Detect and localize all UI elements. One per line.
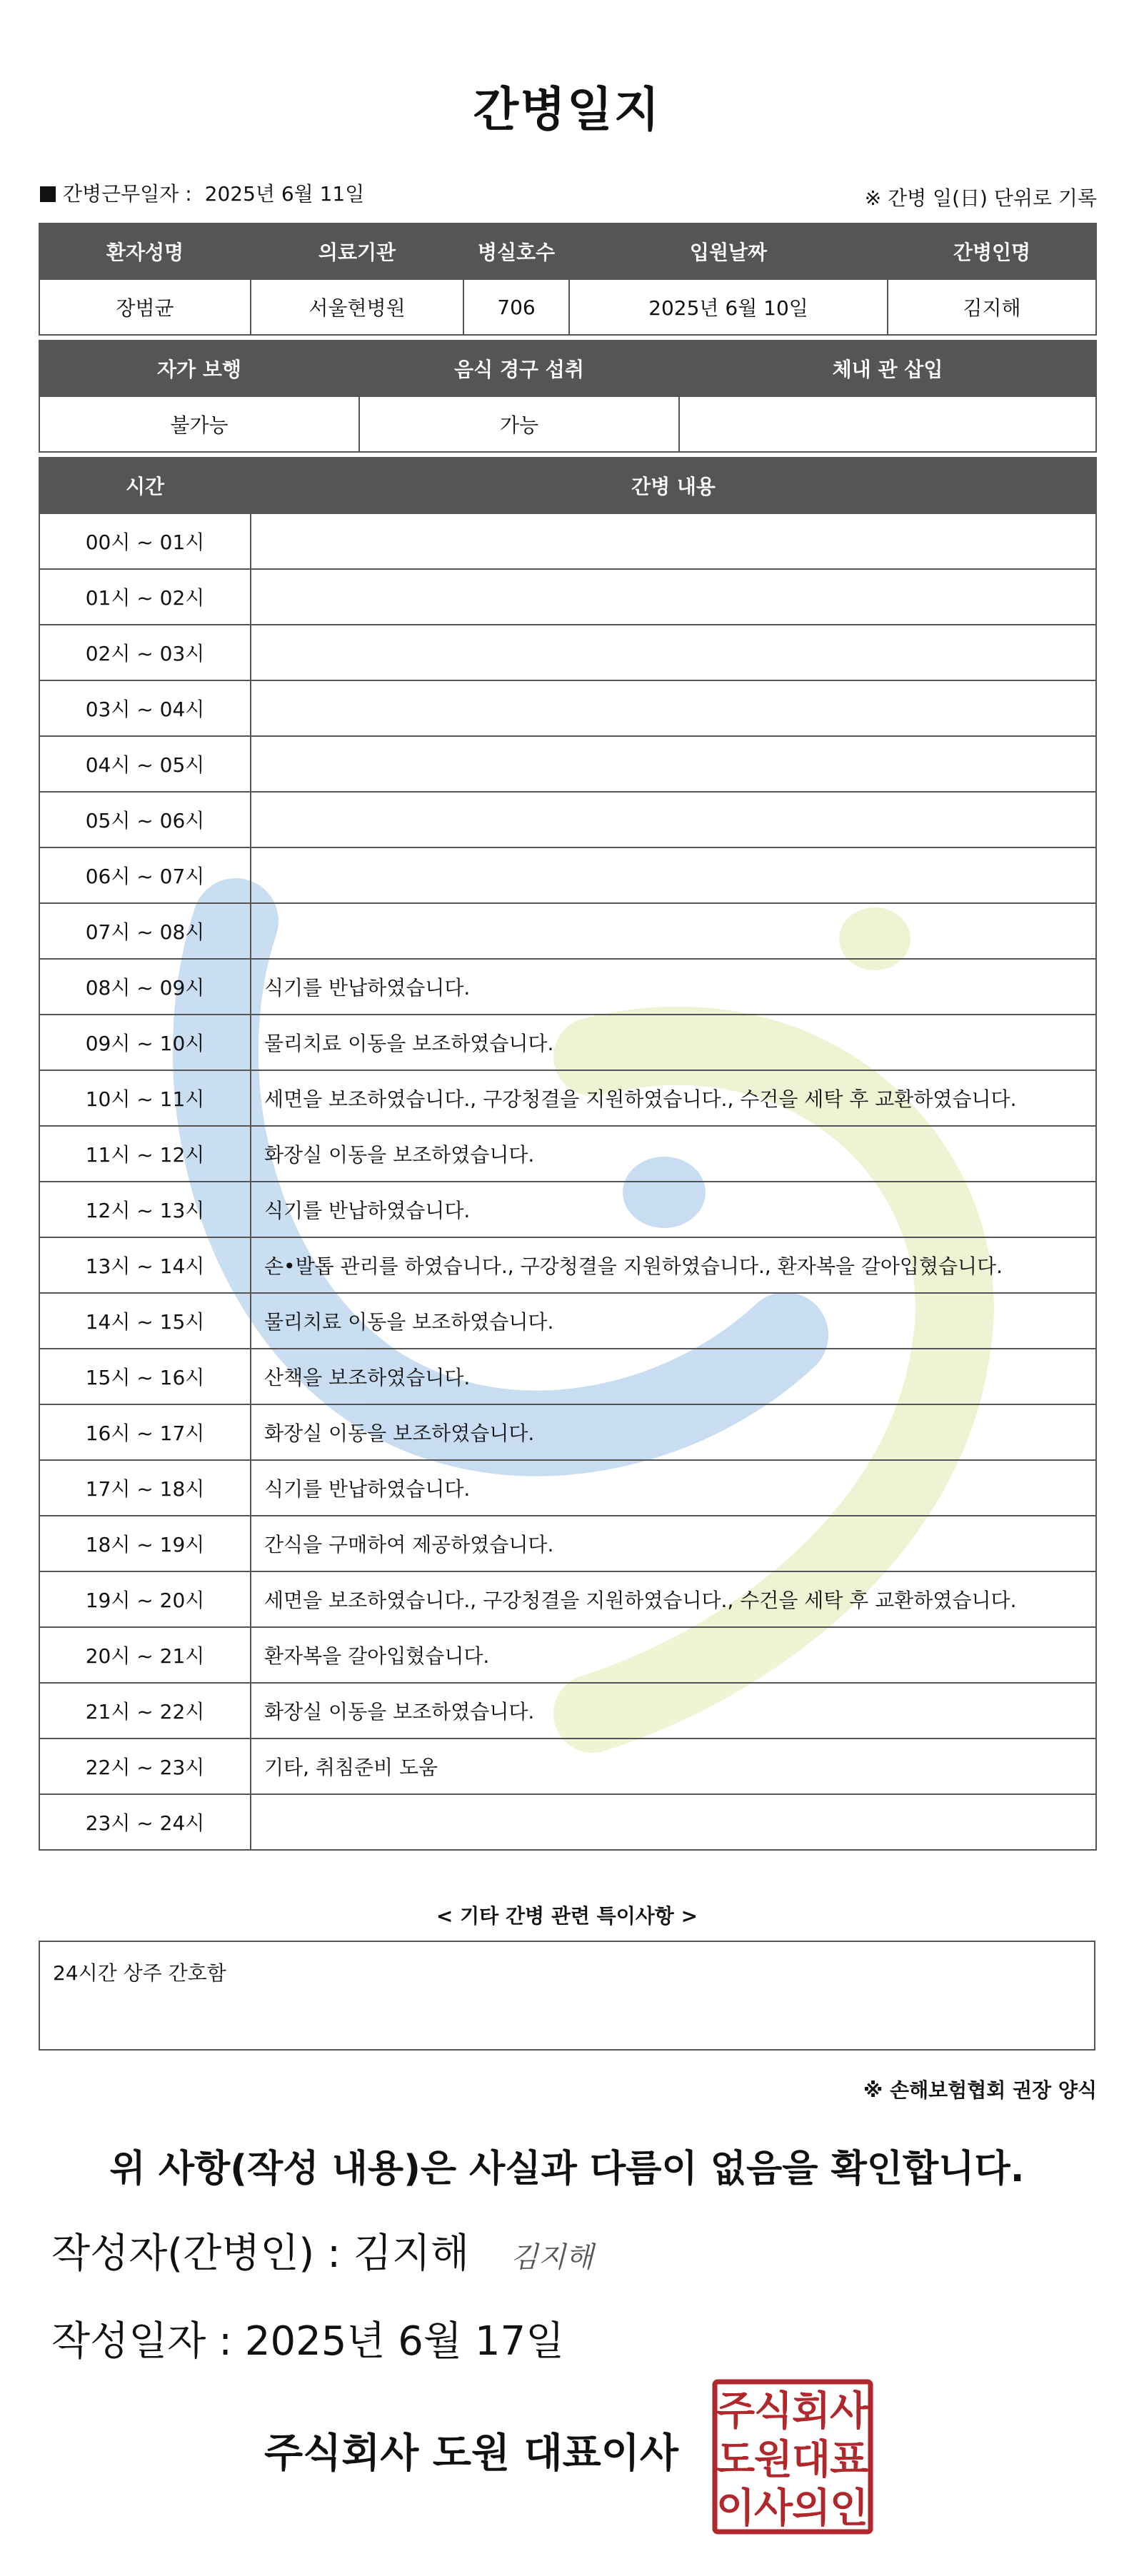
value-caregiver: 김지해 (888, 279, 1096, 335)
log-content-cell: 식기를 반납하였습니다. (251, 1182, 1096, 1237)
table-row (39, 625, 1096, 680)
special-notes-content: 24시간 상주 간호함 (53, 1961, 226, 1985)
patient-info-table (39, 223, 1097, 336)
table-row (39, 1516, 1096, 1571)
writer-line (51, 2222, 593, 2279)
log-time-cell: 09시 ~ 10시 (39, 1015, 251, 1070)
value-tube-insertion (679, 396, 1096, 452)
written-date-value: 2025년 6월 17일 (244, 2318, 565, 2365)
log-content-cell (251, 513, 1096, 569)
company-representative: 주식회사 도원 대표이사 (264, 2430, 678, 2477)
stamp-character: 사 (753, 2485, 793, 2532)
log-time-cell: 20시 ~ 21시 (39, 1627, 251, 1683)
patient-header-row (39, 223, 1096, 279)
unit-note: ※ 간병 일(日) 단위로 기록 (864, 186, 1097, 210)
log-time-cell: 05시 ~ 06시 (39, 792, 251, 847)
log-content-cell: 식기를 반납하였습니다. (251, 1460, 1096, 1516)
special-notes-title: < 기타 간병 관련 특이사항 > (436, 1904, 698, 1928)
stamp-character: 의 (791, 2485, 831, 2532)
log-content-cell (251, 569, 1096, 625)
log-time-cell: 14시 ~ 15시 (39, 1293, 251, 1349)
special-notes-box (39, 1941, 1095, 2051)
log-content-cell (251, 625, 1096, 680)
log-time-cell: 17시 ~ 18시 (39, 1460, 251, 1516)
work-date-line (40, 178, 364, 207)
value-room: 706 (463, 279, 569, 335)
log-time-cell: 02시 ~ 03시 (39, 625, 251, 680)
stamp-character: 인 (829, 2485, 869, 2532)
log-time-cell: 12시 ~ 13시 (39, 1182, 251, 1237)
written-date-line (51, 2310, 564, 2367)
log-body (39, 513, 1096, 1850)
log-content-cell (251, 680, 1096, 736)
log-time-cell: 23시 ~ 24시 (39, 1794, 251, 1850)
table-row (39, 1627, 1096, 1683)
log-time-cell: 01시 ~ 02시 (39, 569, 251, 625)
header-care-content: 간병 내용 (251, 458, 1096, 513)
stamp-character: 도 (716, 2437, 756, 2483)
stamp-character: 회 (791, 2388, 831, 2435)
table-row (39, 959, 1096, 1015)
log-content-cell: 환자복을 갈아입혔습니다. (251, 1627, 1096, 1683)
log-content-cell (251, 736, 1096, 792)
stamp-character: 대 (791, 2437, 831, 2483)
log-content-cell: 기타, 취침준비 도움 (251, 1739, 1096, 1794)
hourly-care-log-table (39, 457, 1097, 1851)
table-row (39, 792, 1096, 847)
writer-name: 김지해 (353, 2230, 470, 2277)
log-header-row (39, 458, 1096, 513)
writer-signature: 김지해 (510, 2241, 593, 2274)
table-row (39, 847, 1096, 903)
log-time-cell: 07시 ~ 08시 (39, 903, 251, 959)
status-value-row (39, 396, 1096, 452)
log-content-cell: 손•발톱 관리를 하였습니다., 구강청결을 지원하였습니다., 환자복을 갈아입혔습니다. (251, 1237, 1096, 1293)
log-time-cell: 04시 ~ 05시 (39, 736, 251, 792)
writer-label: 작성자(간병인) : (51, 2230, 341, 2277)
log-content-cell (251, 903, 1096, 959)
table-row (39, 903, 1096, 959)
log-time-cell: 13시 ~ 14시 (39, 1237, 251, 1293)
table-row (39, 1349, 1096, 1404)
table-row (39, 1571, 1096, 1627)
value-patient-name: 장범균 (39, 279, 251, 335)
table-row (39, 736, 1096, 792)
square-bullet-icon (40, 186, 56, 202)
table-row (39, 680, 1096, 736)
confirmation-statement: 위 사항(작성 내용)은 사실과 다름이 없음을 확인합니다. (109, 2148, 1025, 2190)
header-tube-insertion: 체내 관 삽입 (679, 341, 1096, 396)
header-admission-date: 입원날짜 (569, 223, 888, 279)
recommend-note: ※ 손해보험협회 권장 양식 (863, 2078, 1097, 2102)
header-patient-name: 환자성명 (39, 223, 251, 279)
table-row (39, 513, 1096, 569)
stamp-character: 표 (829, 2437, 869, 2483)
header-hospital: 의료기관 (251, 223, 463, 279)
log-time-cell: 19시 ~ 20시 (39, 1571, 251, 1627)
log-content-cell: 물리치료 이동을 보조하였습니다. (251, 1293, 1096, 1349)
log-content-cell: 화장실 이동을 보조하였습니다. (251, 1404, 1096, 1460)
value-self-walking: 불가능 (39, 396, 359, 452)
header-time: 시간 (39, 458, 251, 513)
stamp-character: 원 (753, 2437, 793, 2483)
stamp-character: 이 (716, 2485, 756, 2532)
log-time-cell: 08시 ~ 09시 (39, 959, 251, 1015)
log-time-cell: 10시 ~ 11시 (39, 1070, 251, 1126)
work-date-label: 간병근무일자 : (63, 182, 192, 206)
table-row (39, 1293, 1096, 1349)
table-row (39, 1015, 1096, 1070)
table-row (39, 569, 1096, 625)
log-time-cell: 18시 ~ 19시 (39, 1516, 251, 1571)
log-time-cell: 16시 ~ 17시 (39, 1404, 251, 1460)
header-room: 병실호수 (463, 223, 569, 279)
table-row (39, 1237, 1096, 1293)
log-content-cell (251, 847, 1096, 903)
written-date-label: 작성일자 : (51, 2318, 233, 2365)
log-content-cell: 간식을 구매하여 제공하였습니다. (251, 1516, 1096, 1571)
log-time-cell: 22시 ~ 23시 (39, 1739, 251, 1794)
stamp-character: 식 (753, 2388, 793, 2435)
log-time-cell: 21시 ~ 22시 (39, 1683, 251, 1739)
value-oral-intake: 가능 (359, 396, 679, 452)
log-time-cell: 11시 ~ 12시 (39, 1126, 251, 1182)
log-content-cell (251, 1794, 1096, 1850)
table-row (39, 1739, 1096, 1794)
log-content-cell: 세면을 보조하였습니다., 구강청결을 지원하였습니다., 수건을 세탁 후 교환하였습니다. (251, 1571, 1096, 1627)
header-caregiver: 간병인명 (888, 223, 1096, 279)
table-row (39, 1683, 1096, 1739)
log-content-cell: 식기를 반납하였습니다. (251, 959, 1096, 1015)
table-row (39, 1182, 1096, 1237)
work-date-value: 2025년 6월 11일 (204, 182, 365, 206)
patient-value-row (39, 279, 1096, 335)
log-content-cell: 화장실 이동을 보조하였습니다. (251, 1683, 1096, 1739)
log-content-cell: 산책을 보조하였습니다. (251, 1349, 1096, 1404)
table-row (39, 1070, 1096, 1126)
company-seal-stamp (711, 2378, 875, 2536)
stamp-character: 사 (829, 2388, 869, 2435)
log-content-cell: 물리치료 이동을 보조하였습니다. (251, 1015, 1096, 1070)
log-content-cell: 화장실 이동을 보조하였습니다. (251, 1126, 1096, 1182)
patient-status-table (39, 340, 1097, 453)
value-admission-date: 2025년 6월 10일 (569, 279, 888, 335)
log-time-cell: 03시 ~ 04시 (39, 680, 251, 736)
log-time-cell: 06시 ~ 07시 (39, 847, 251, 903)
table-row (39, 1794, 1096, 1850)
log-time-cell: 00시 ~ 01시 (39, 513, 251, 569)
table-row (39, 1126, 1096, 1182)
table-row (39, 1404, 1096, 1460)
stamp-character: 주 (716, 2388, 756, 2435)
table-row (39, 1460, 1096, 1516)
log-content-cell (251, 792, 1096, 847)
document-title: 간병일지 (473, 82, 661, 137)
value-hospital: 서울현병원 (251, 279, 463, 335)
status-header-row (39, 341, 1096, 396)
header-oral-intake: 음식 경구 섭취 (359, 341, 679, 396)
log-time-cell: 15시 ~ 16시 (39, 1349, 251, 1404)
header-self-walking: 자가 보행 (39, 341, 359, 396)
log-content-cell: 세면을 보조하였습니다., 구강청결을 지원하였습니다., 수건을 세탁 후 교환하였습니다. (251, 1070, 1096, 1126)
